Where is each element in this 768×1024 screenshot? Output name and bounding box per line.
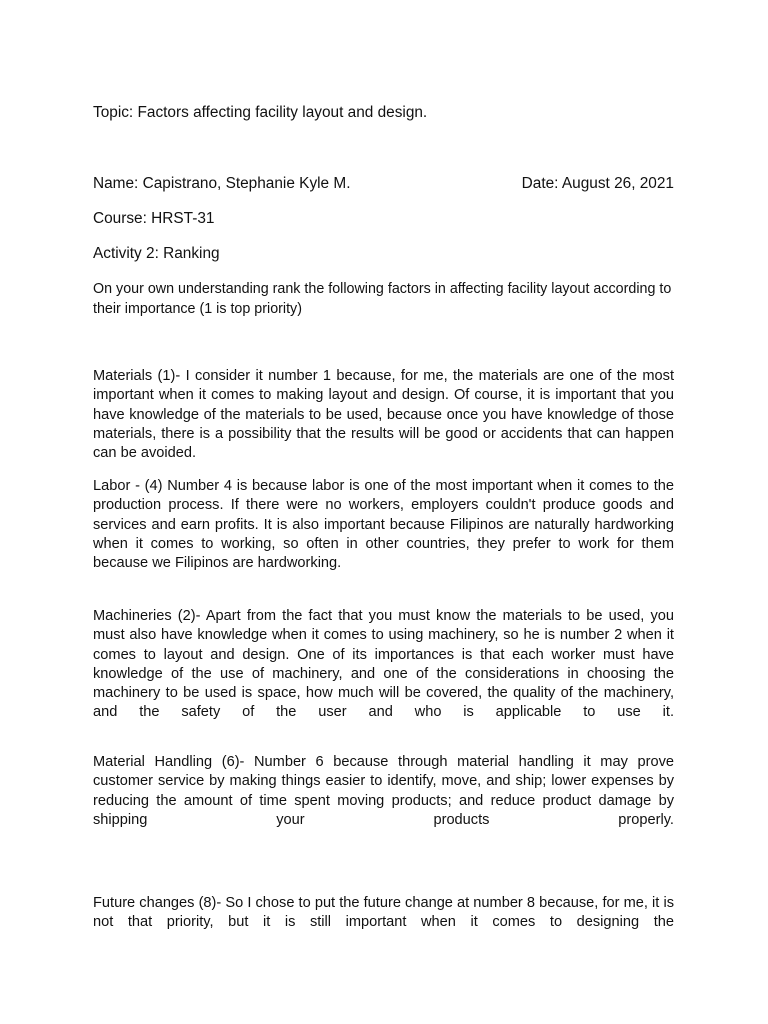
paragraph-materials: Materials (1)- I consider it number 1 because, for me, the materials are one of the most important when it comes to making layout and design. Of course, it is important that you have knowledge of the materials to be used, because once you have knowledge of those materials, there is a possibility that the results will be good or accidents that can happen can be avoided. [93,368,674,462]
paragraph-machineries: Machineries (2)- Apart from the fact that you must know the materials to be used, you must also have knowledge when it comes to using machinery, so he is number 2 when it comes to layout and design. One of its importances is that each worker must have knowledge of the use of machinery, and one of the considerations in choosing the machinery to be used is space, how much will be covered, the quality of the machinery, and the safety of the user and who is applicable to use it. [93,608,674,721]
instructions-text: On your own understanding rank the following factors in affecting facility layout according to their importance (1 is top priority) [93,281,672,317]
course-code: Course: HRST-31 [93,210,215,227]
paragraph-future-changes: Future changes (8)- So I chose to put the future change at number 8 because, for me, it is not that priority, but it is still important when it comes to designing the [93,895,674,931]
student-name: Name: Capistrano, Stephanie Kyle M. [93,175,351,192]
paragraph-labor: Labor - (4) Number 4 is because labor is one of the most important when it comes to the production process. If there were no workers, employers couldn't produce goods and services and earn profits. It is also important because Filipinos are naturally hardworking when it comes to working, so often in other countries, they prefer to work for them because we Filipinos are hardworking. [93,478,674,572]
activity-title: Activity 2: Ranking [93,245,220,262]
topic-heading: Topic: Factors affecting facility layout and design. [93,104,428,121]
submission-date: Date: August 26, 2021 [521,175,674,192]
paragraph-material-handling: Material Handling (6)- Number 6 because through material handling it may prove customer service by making things easier to identify, move, and ship; lower expenses by reducing the amount of time spent moving products; and reduce product damage by shipping your products properly. [93,754,674,828]
